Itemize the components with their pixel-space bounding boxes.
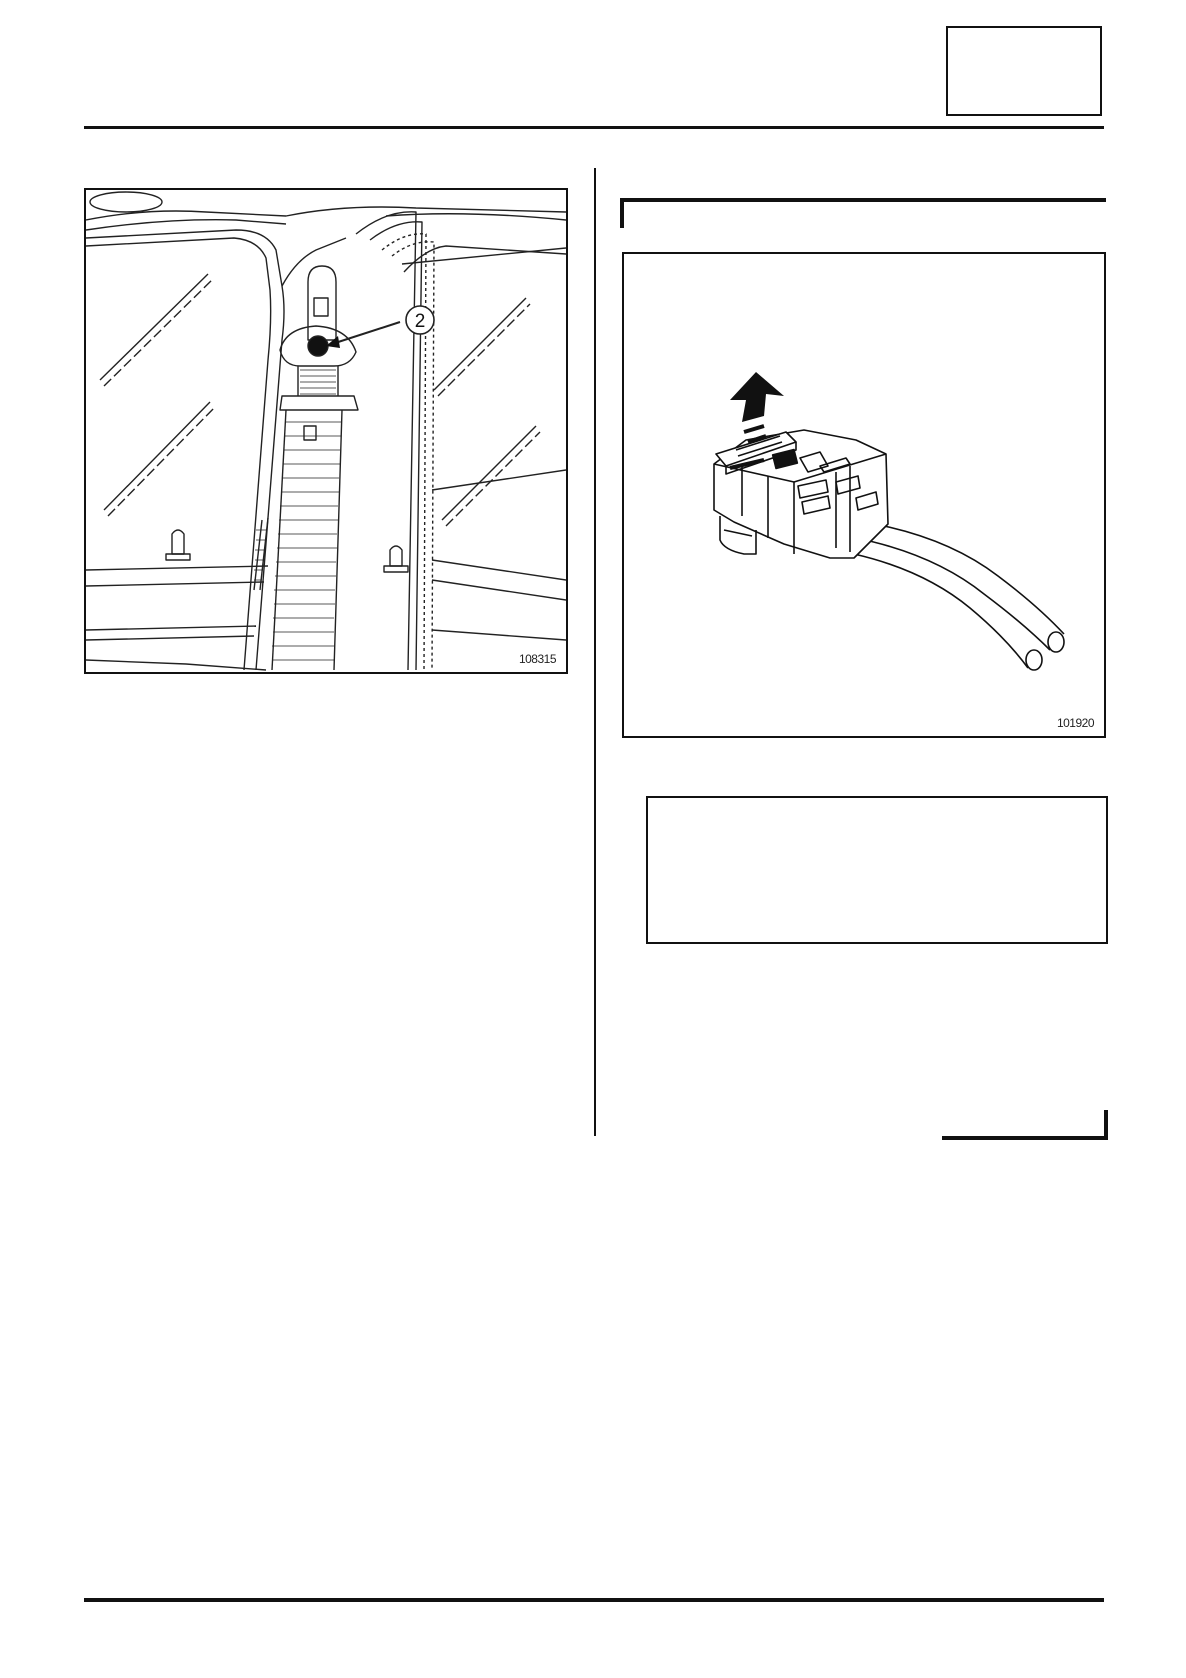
seat-belt-anchor-drawing — [86, 190, 566, 672]
note-box — [646, 796, 1108, 944]
column-divider — [594, 168, 596, 1136]
unlock-arrow-icon — [730, 372, 784, 442]
header-rule — [84, 126, 1104, 129]
connector-unlock-drawing — [624, 254, 1104, 736]
section-end-bracket — [942, 1110, 1108, 1140]
figure-id-right: 101920 — [1056, 716, 1094, 730]
figure-seat-belt-anchor — [84, 188, 568, 674]
chapter-number-box — [946, 26, 1102, 116]
section-heading-bracket — [620, 198, 1106, 228]
footer-rule — [84, 1598, 1104, 1602]
callout-label: 2 — [414, 311, 426, 332]
figure-connector-unlock — [622, 252, 1106, 738]
figure-id-left: 108315 — [518, 652, 556, 666]
